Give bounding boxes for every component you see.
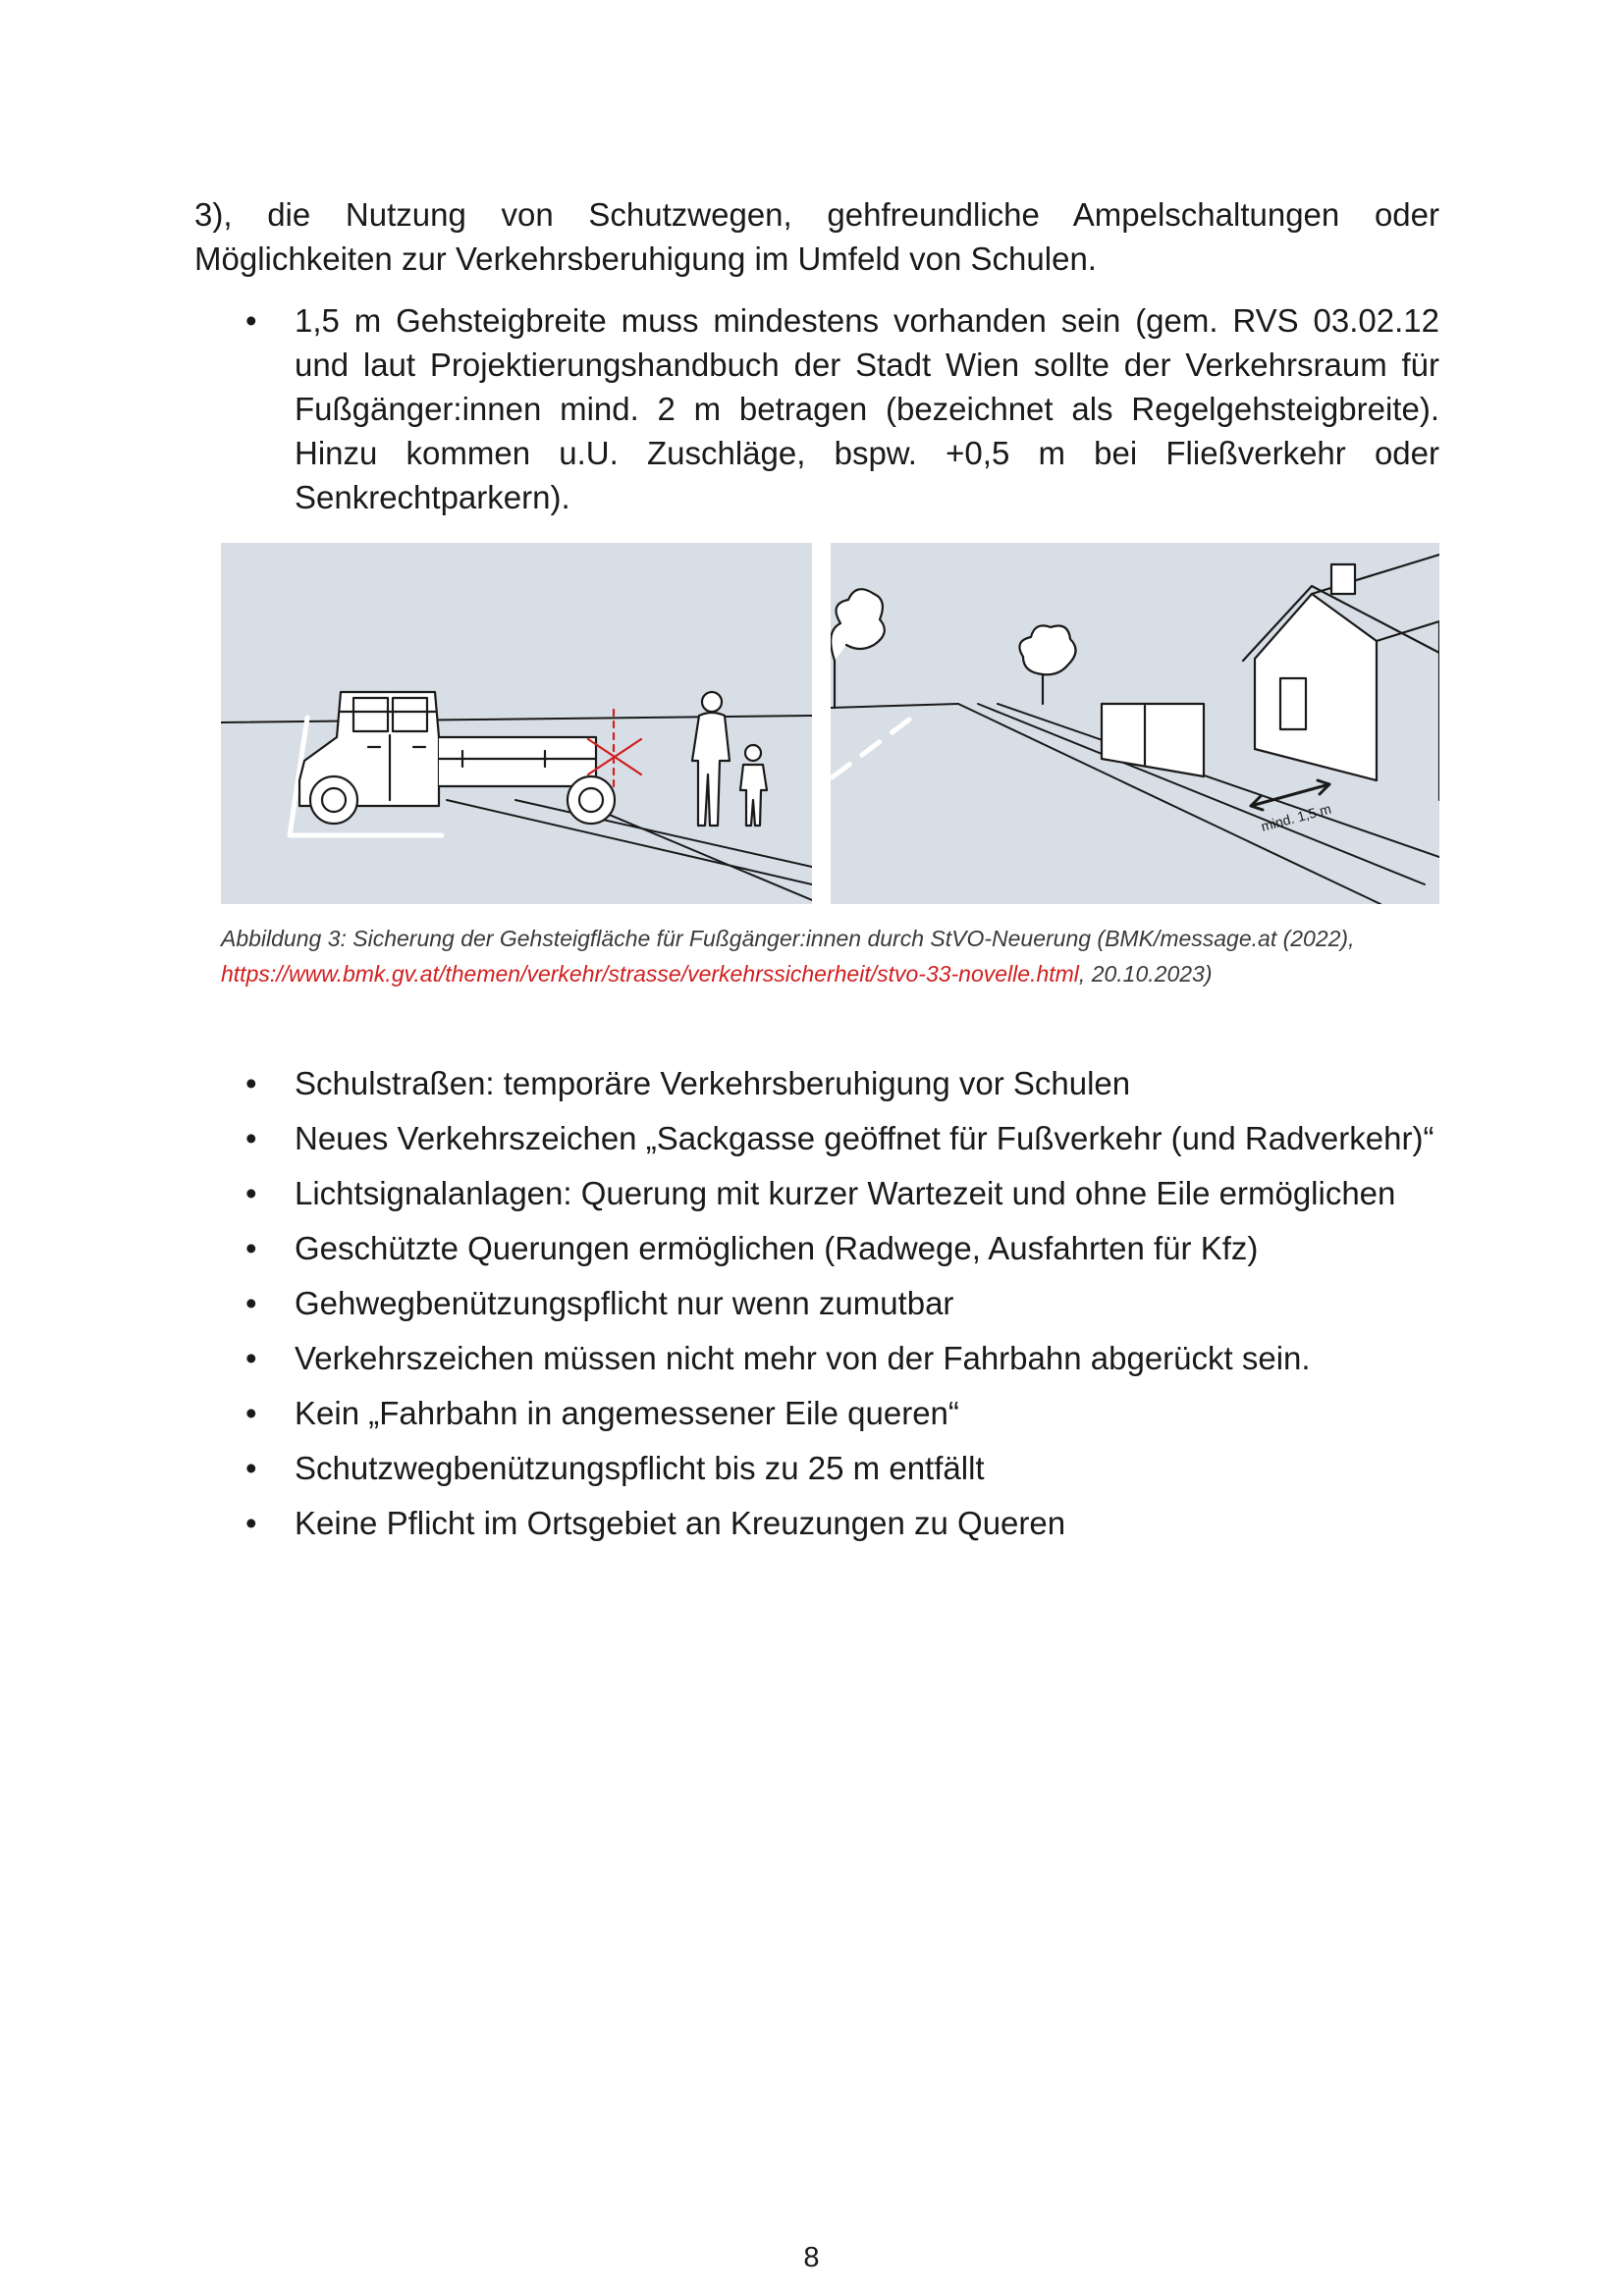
list-item-text: Gehwegbenützungspflicht nur wenn zumutbar (295, 1285, 954, 1321)
bullet-dot: • (245, 1340, 257, 1376)
bullet-sidewalk-width (194, 298, 1439, 519)
bullet-text: 1,5 m Gehsteigbreite muss mindestens vorhanden sein (gem. RVS 03.02.12 und laut Projektierungshandbuch der Stadt Wien sollte der Verkehrsraum für Fußgänger:innen mind. 2 m betragen (bezeichnet als Regelgehsteigbreite). Hinzu kommen u.U. Zuschläge, bspw. +0,5 m bei Fließverkehr oder Senkrechtparkern). (295, 302, 1439, 515)
list-item (194, 1226, 1439, 1270)
bullet-dot: • (245, 1230, 257, 1266)
list-item-text: Neues Verkehrszeichen „Sackgasse geöffnet für Fußverkehr (und Radverkehr)“ (295, 1120, 1434, 1156)
list-item-text: Lichtsignalanlagen: Querung mit kurzer Wartezeit und ohne Eile ermöglichen (295, 1175, 1396, 1211)
list-item-text: Verkehrszeichen müssen nicht mehr von der Fahrbahn abgerückt sein. (295, 1340, 1311, 1376)
bullet-dot: • (245, 1120, 257, 1156)
bullet-dot: • (245, 1450, 257, 1486)
list-item-text: Schulstraßen: temporäre Verkehrsberuhigung vor Schulen (295, 1065, 1131, 1101)
list-item-text: Schutzwegbenützungspflicht bis zu 25 m entfällt (295, 1450, 985, 1486)
bullet-dot: • (245, 1285, 257, 1321)
list-item (194, 1281, 1439, 1325)
bullet-dot: • (245, 1505, 257, 1541)
list-item (194, 1061, 1439, 1105)
caption-text: Abbildung 3: Sicherung der Gehsteigfläche für Fußgänger:innen durch StVO-Neuerung (BMK/message.at (2022), (221, 926, 1355, 951)
caption-link[interactable]: https://www.bmk.gv.at/themen/verkehr/strasse/verkehrssicherheit/stvo-33-novelle.html (221, 961, 1079, 987)
list-item (194, 1446, 1439, 1490)
figure-caption (221, 921, 1439, 991)
list-item-text: Geschützte Querungen ermöglichen (Radwege, Ausfahrten für Kfz) (295, 1230, 1259, 1266)
bullet-dot: • (245, 1065, 257, 1101)
illustration-sidewalk-width (831, 543, 1439, 904)
list-item (194, 1171, 1439, 1215)
page-number: 8 (803, 2242, 820, 2273)
list-item (194, 1391, 1439, 1435)
bullet-dot: • (245, 302, 257, 339)
list-item (194, 1336, 1439, 1380)
list-item (194, 1116, 1439, 1160)
list-item-text: Kein „Fahrbahn in angemessener Eile queren“ (295, 1395, 959, 1431)
list-item (194, 1501, 1439, 1545)
intro-paragraph: 3), die Nutzung von Schutzwegen, gehfreundliche Ampelschaltungen oder Möglichkeiten zur Verkehrsberuhigung im Umfeld von Schulen. (194, 196, 1439, 277)
width-label: mind. 1,5 m (1259, 800, 1333, 834)
illustration-parked-truck (221, 543, 812, 904)
bullet-dot: • (245, 1175, 257, 1211)
list-item-text: Keine Pflicht im Ortsgebiet an Kreuzungen zu Queren (295, 1505, 1066, 1541)
bullet-list (194, 1061, 1439, 1556)
bullet-dot: • (245, 1395, 257, 1431)
caption-date: , 20.10.2023) (1078, 961, 1213, 987)
